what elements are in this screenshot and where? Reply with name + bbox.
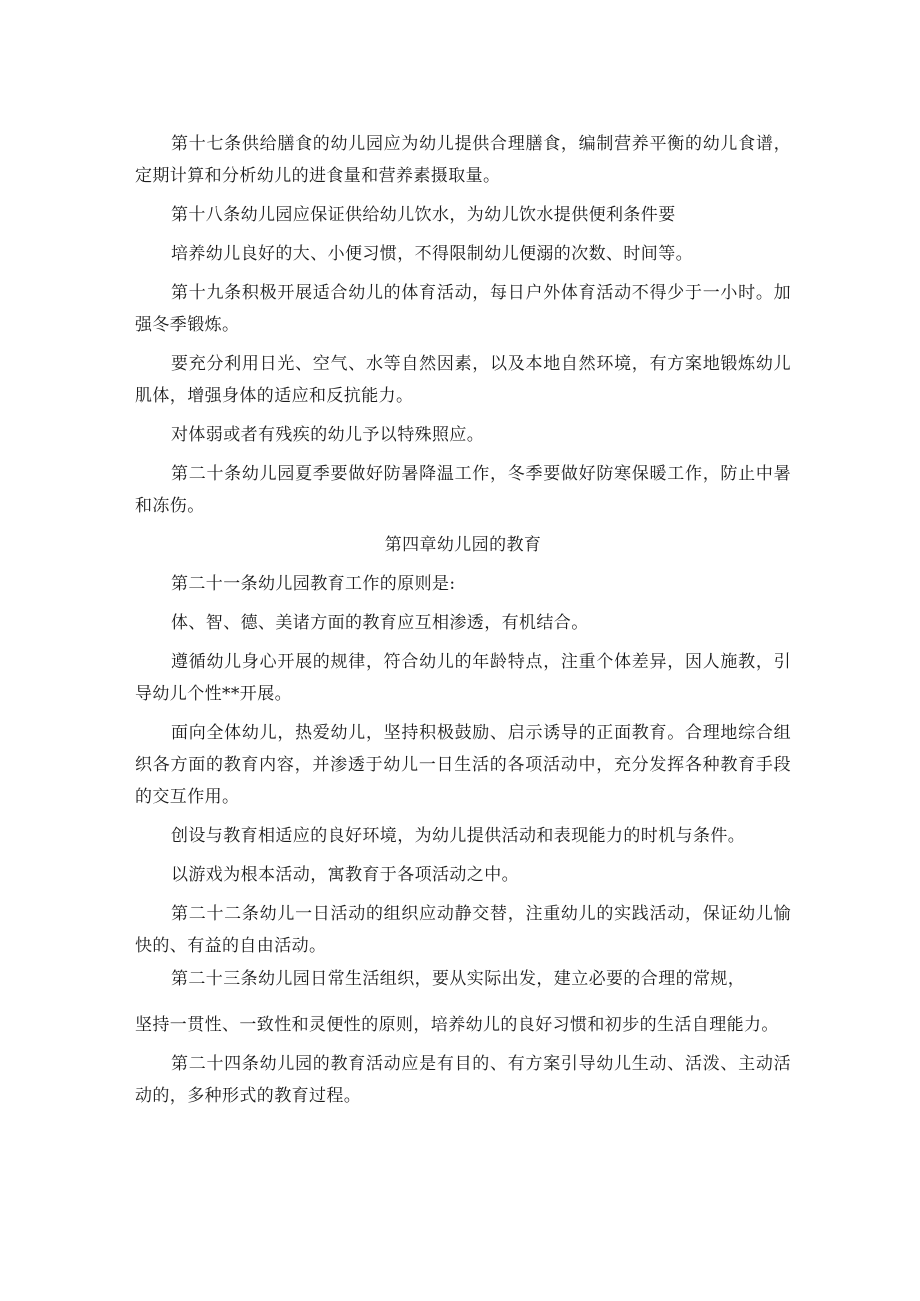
paragraph-article-23-cont: 坚持一贯性、一致性和灵便性的原则，培养幼儿的良好习惯和初步的生活自理能力。 bbox=[135, 1015, 779, 1035]
paragraph-article-19: 第十九条积极开展适合幼儿的体育活动，每日户外体育活动不得少于一小时。加强冬季锻炼。 bbox=[135, 283, 791, 335]
paragraph-principle-2: 遵循幼儿身心开展的规律，符合幼儿的年龄特点，注重个体差异，因人施教，引导幼儿个性**开展。 bbox=[135, 652, 791, 704]
paragraph-principle-1: 体、智、德、美诸方面的教育应互相渗透，有机结合。 bbox=[171, 613, 589, 633]
paragraph-article-18: 第十八条幼儿园应保证供给幼儿饮水，为幼儿饮水提供便利条件要 bbox=[171, 205, 676, 225]
paragraph-toilet-habits: 培养幼儿良好的大、小便习惯，不得限制幼儿便溺的次数、时间等。 bbox=[171, 244, 693, 264]
paragraph-special-care: 对体弱或者有残疾的幼儿予以特殊照应。 bbox=[171, 425, 485, 445]
paragraph-article-22: 第二十二条幼儿一日活动的组织应动静交替，注重幼儿的实践活动，保证幼儿愉快的、有益的自由活动。 bbox=[135, 904, 791, 956]
paragraph-natural-factors: 要充分利用日光、空气、水等自然因素，以及本地自然环境，有方案地锻炼幼儿肌体，增强身体的适应和反抗能力。 bbox=[135, 354, 791, 406]
paragraph-article-21: 第二十一条幼儿园教育工作的原则是: bbox=[171, 574, 456, 594]
paragraph-article-17: 第十七条供给膳食的幼儿园应为幼儿提供合理膳食，编制营养平衡的幼儿食谱，定期计算和分析幼儿的进食量和营养素摄取量。 bbox=[135, 134, 791, 186]
paragraph-article-20: 第二十条幼儿园夏季要做好防暑降温工作，冬季要做好防寒保暖工作，防止中暑和冻伤。 bbox=[135, 464, 791, 516]
paragraph-principle-3: 面向全体幼儿，热爱幼儿，坚持积极鼓励、启示诱导的正面教育。合理地综合组织各方面的教育内容，并渗透于幼儿一日生活的各项活动中，充分发挥各种教育手段的交互作用。 bbox=[135, 723, 791, 807]
chapter-title: 第四章幼儿园的教育 bbox=[384, 535, 542, 555]
paragraph-article-23: 第二十三条幼儿园日常生活组织，要从实际出发，建立必要的合理的常规， bbox=[171, 969, 746, 989]
paragraph-principle-4: 创设与教育相适应的良好环境，为幼儿提供活动和表现能力的时机与条件。 bbox=[171, 826, 746, 846]
document-page bbox=[135, 128, 791, 1119]
paragraph-principle-5: 以游戏为根本活动，寓教育于各项活动之中。 bbox=[171, 865, 519, 885]
paragraph-article-24: 第二十四条幼儿园的教育活动应是有目的、有方案引导幼儿生动、活泼、主动活动的，多种形式的教育过程。 bbox=[135, 1054, 791, 1106]
